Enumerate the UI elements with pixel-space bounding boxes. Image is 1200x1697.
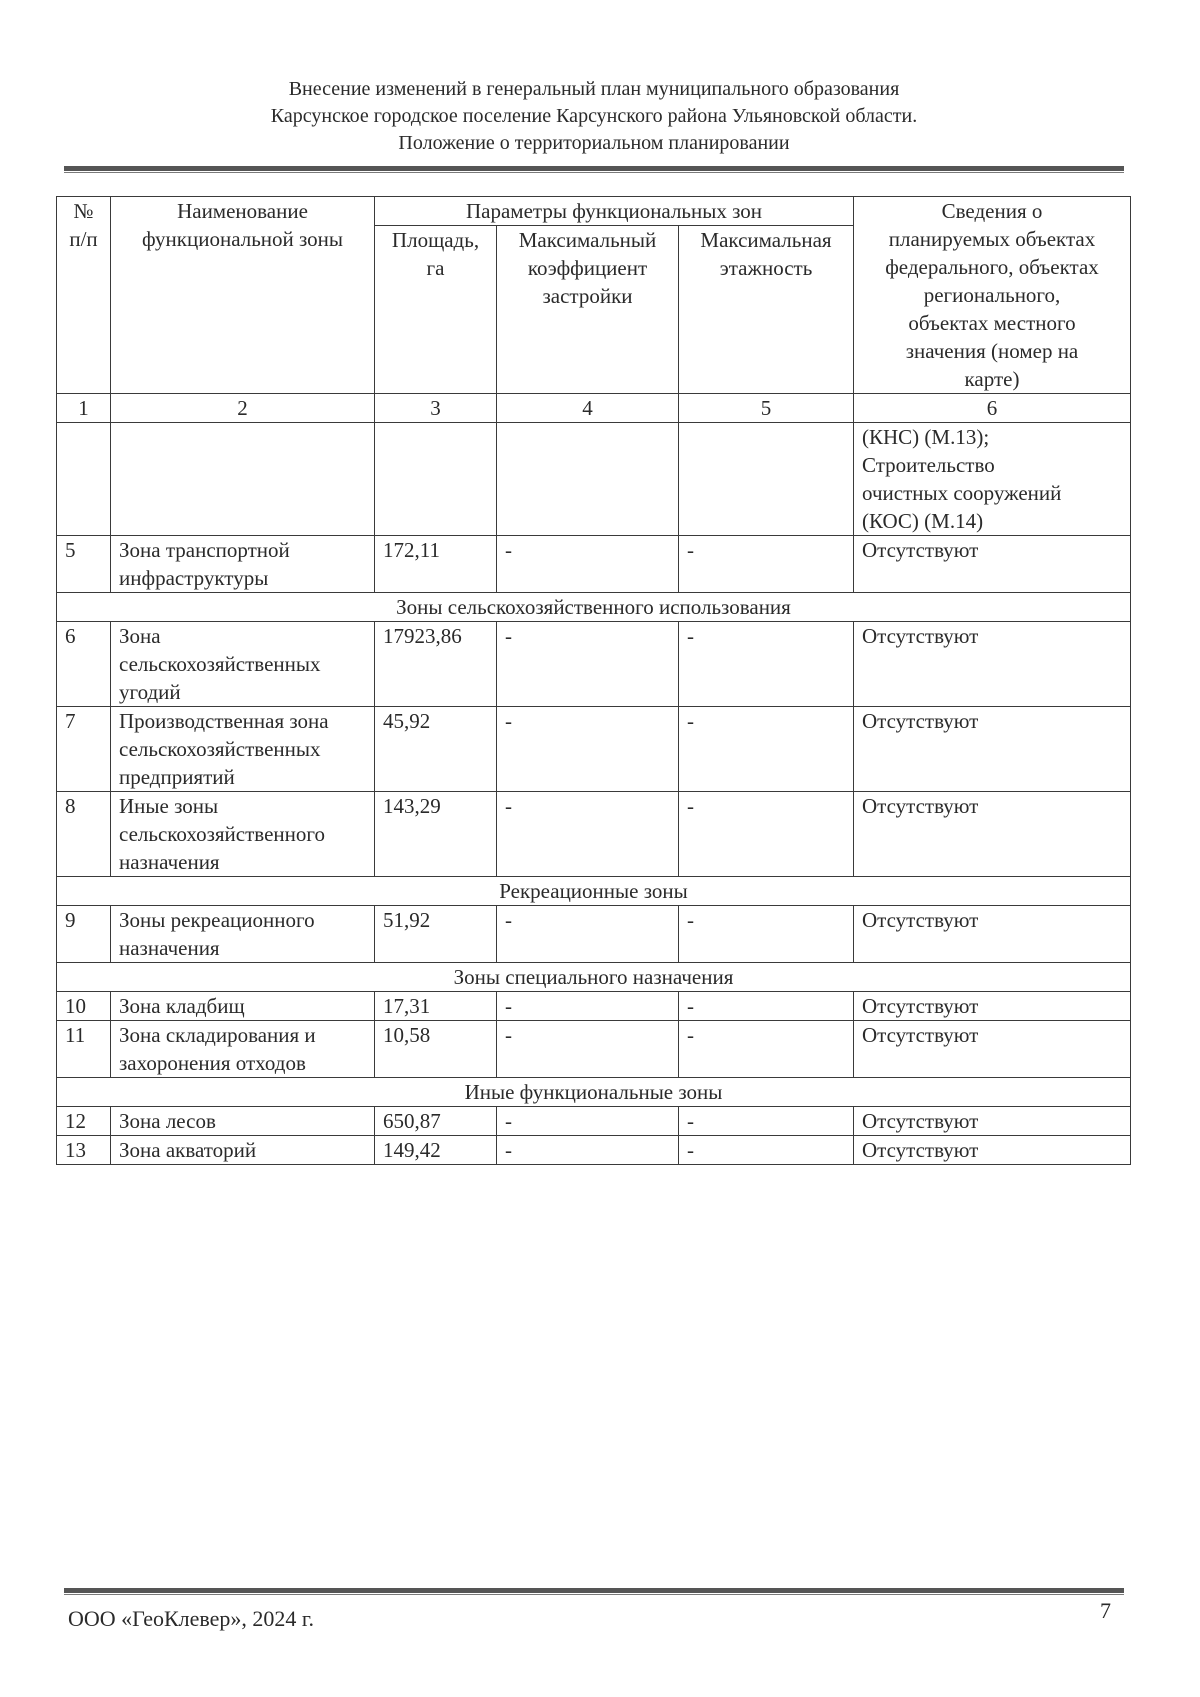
zone-name: Зона лесов [111, 1107, 375, 1136]
zone-coef: - [497, 536, 679, 593]
row-num: 13 [57, 1136, 111, 1165]
table-row [57, 1136, 1131, 1165]
zone-area: 172,11 [375, 536, 497, 593]
zone-area: 51,92 [375, 906, 497, 963]
zone-info: Отсутствуют [854, 906, 1131, 963]
zone-name: Производственная зона сельскохозяйственных предприятий [111, 707, 375, 792]
row-num: 7 [57, 707, 111, 792]
row-num: 8 [57, 792, 111, 877]
table-row [57, 622, 1131, 707]
zone-area: 149,42 [375, 1136, 497, 1165]
footer-divider [64, 1588, 1124, 1595]
group-title: Зоны сельскохозяйственного использования [57, 593, 1131, 622]
zone-name: Зона акваторий [111, 1136, 375, 1165]
zone-floors: - [679, 536, 854, 593]
zone-info: Отсутствуют [854, 622, 1131, 707]
table-row [57, 707, 1131, 792]
zone-name: Зоны рекреационного назначения [111, 906, 375, 963]
row-num: 5 [57, 536, 111, 593]
group-row [57, 963, 1131, 992]
table-row [57, 1107, 1131, 1136]
header-line-2: Карсунское городское поселение Карсунского района Ульяновской области. [270, 105, 918, 127]
table-row [57, 792, 1131, 877]
group-title: Иные функциональные зоны [57, 1078, 1131, 1107]
header-line-3: Положение о территориальном планировании [398, 132, 790, 154]
zone-floors: - [679, 622, 854, 707]
zone-info: Отсутствуют [854, 1107, 1131, 1136]
column-number-row [57, 394, 1131, 423]
zone-floors: - [679, 1107, 854, 1136]
col-number: 1 [57, 394, 111, 423]
col-number: 6 [854, 394, 1131, 423]
zone-name: Зона кладбищ [111, 992, 375, 1021]
header-coef: Максимальный коэффициент застройки [497, 226, 679, 394]
zone-name: Зона транспортной инфраструктуры [111, 536, 375, 593]
zone-floors: - [679, 1136, 854, 1165]
col-number: 2 [111, 394, 375, 423]
zone-area: 143,29 [375, 792, 497, 877]
row-num: 12 [57, 1107, 111, 1136]
header-area: Площадь, га [375, 226, 497, 394]
table-row [57, 906, 1131, 963]
table-row [57, 992, 1131, 1021]
zone-floors: - [679, 906, 854, 963]
group-row [57, 593, 1131, 622]
group-row [57, 877, 1131, 906]
group-title: Зоны специального назначения [57, 963, 1131, 992]
zone-name: Иные зоны сельскохозяйственного назначения [111, 792, 375, 877]
zone-name: Зона сельскохозяйственных угодий [111, 622, 375, 707]
header-num: № п/п [57, 197, 111, 394]
zone-coef: - [497, 1021, 679, 1078]
zone-area: 650,87 [375, 1107, 497, 1136]
header-line-1: Внесение изменений в генеральный план муниципального образования [288, 78, 900, 100]
row-num: 10 [57, 992, 111, 1021]
col-number: 5 [679, 394, 854, 423]
zone-floors: - [679, 1021, 854, 1078]
continuation-row [57, 423, 1131, 536]
zone-floors: - [679, 707, 854, 792]
header-divider [64, 166, 1124, 173]
zone-coef: - [497, 707, 679, 792]
zone-floors: - [679, 792, 854, 877]
zone-coef: - [497, 622, 679, 707]
zone-coef: - [497, 906, 679, 963]
row-num: 6 [57, 622, 111, 707]
zone-info: Отсутствуют [854, 792, 1131, 877]
table-row [57, 1021, 1131, 1078]
group-row [57, 1078, 1131, 1107]
continuation-cell: (КНС) (М.13); Строительство очистных сооружений (КОС) (М.14) [854, 423, 1131, 536]
zone-area: 17923,86 [375, 622, 497, 707]
col-number: 3 [375, 394, 497, 423]
header-floors: Максимальная этажность [679, 226, 854, 394]
zone-info: Отсутствуют [854, 707, 1131, 792]
col-number: 4 [497, 394, 679, 423]
header-row-1 [57, 197, 1131, 226]
zone-name: Зона складирования и захоронения отходов [111, 1021, 375, 1078]
table-row [57, 536, 1131, 593]
zone-area: 45,92 [375, 707, 497, 792]
header-params: Параметры функциональных зон [375, 197, 854, 226]
zone-area: 10,58 [375, 1021, 497, 1078]
zone-info: Отсутствуют [854, 536, 1131, 593]
zone-area: 17,31 [375, 992, 497, 1021]
row-num: 9 [57, 906, 111, 963]
page-number: 7 [1100, 1598, 1111, 1623]
zone-floors: - [679, 992, 854, 1021]
row-num: 11 [57, 1021, 111, 1078]
zone-coef: - [497, 1107, 679, 1136]
footer-company: ООО «ГеоКлевер», 2024 г. [68, 1606, 314, 1631]
header-planned-objects: Сведения о планируемых объектах федерального, объектах регионального, объектах местного значения (номер на карте) [854, 197, 1131, 394]
zone-info: Отсутствуют [854, 1021, 1131, 1078]
header-zone-name: Наименование функциональной зоны [111, 197, 375, 394]
zone-info: Отсутствуют [854, 992, 1131, 1021]
functional-zones-table [56, 196, 1131, 1165]
zone-coef: - [497, 992, 679, 1021]
group-title: Рекреационные зоны [57, 877, 1131, 906]
zone-coef: - [497, 792, 679, 877]
document-header [64, 76, 1124, 157]
zone-coef: - [497, 1136, 679, 1165]
zone-info: Отсутствуют [854, 1136, 1131, 1165]
